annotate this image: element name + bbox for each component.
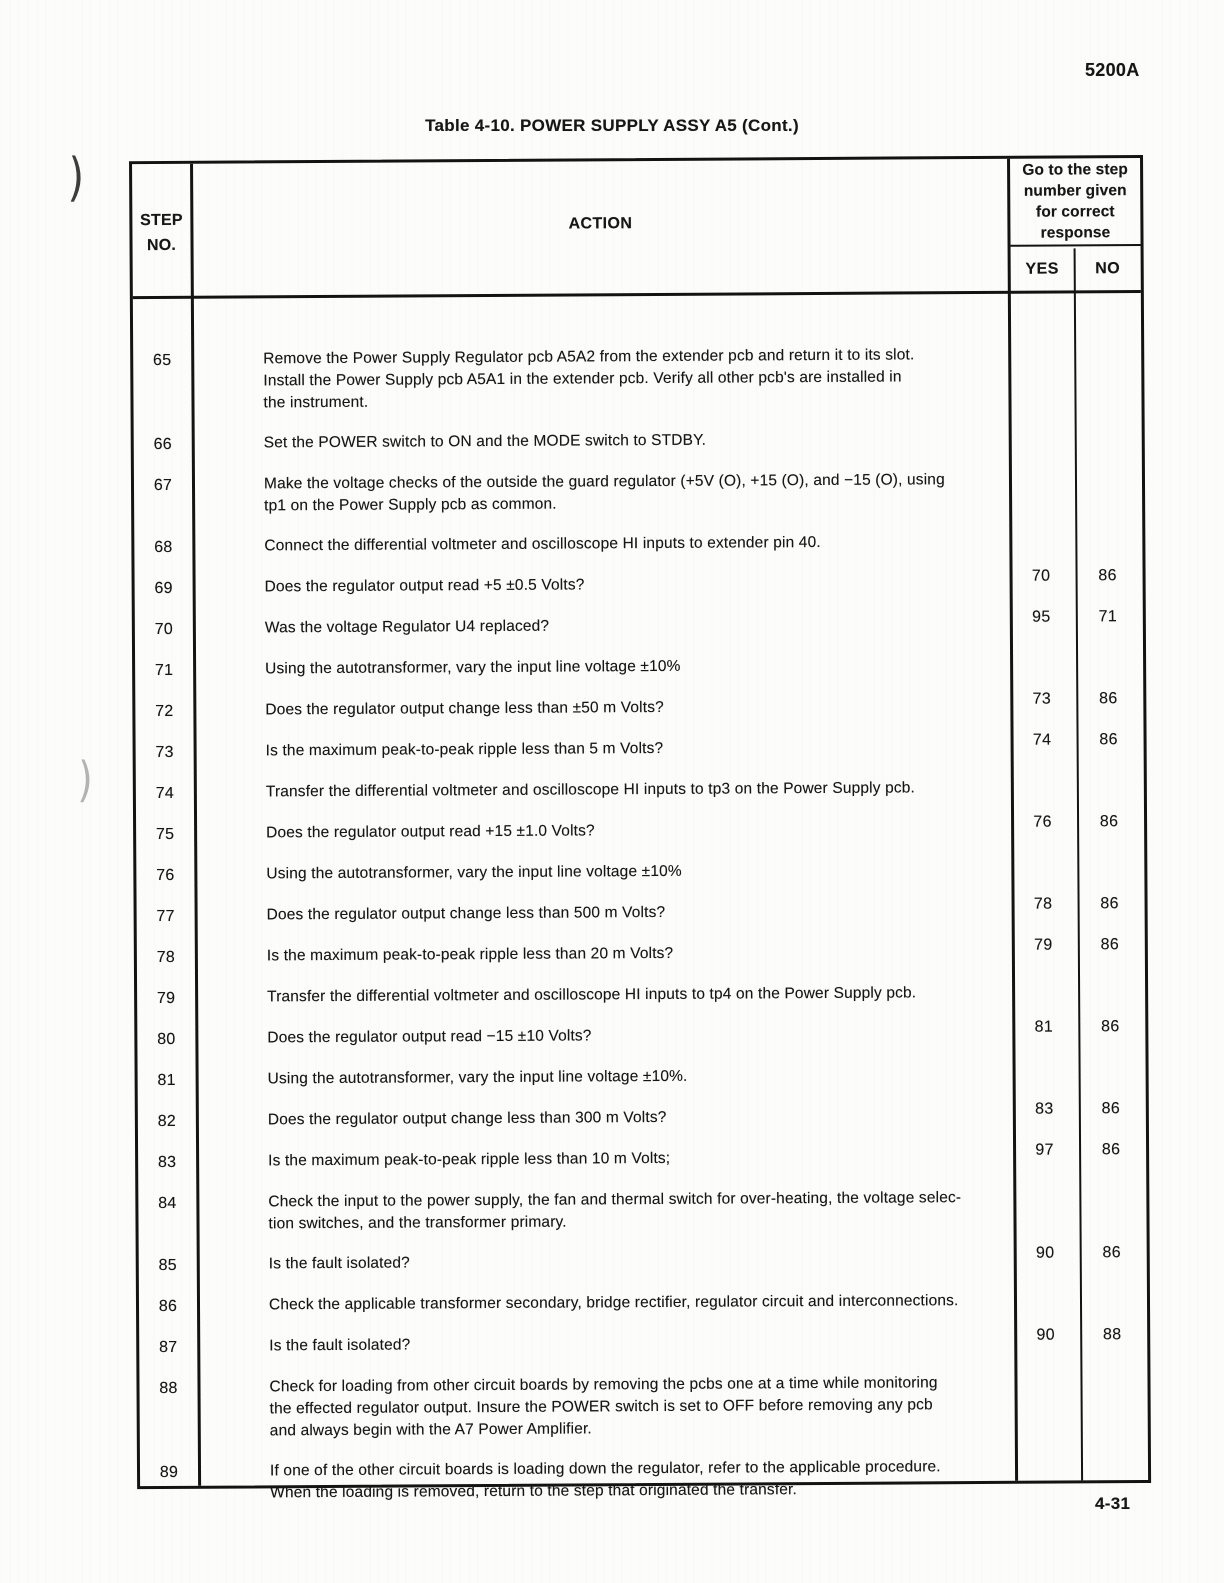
- table-row: [139, 1244, 1147, 1277]
- no-value: 86: [1101, 1100, 1121, 1118]
- table-row: [139, 1371, 1147, 1443]
- no-value: 86: [1099, 690, 1118, 708]
- table-row: [135, 567, 1143, 600]
- step-number: 85: [158, 1256, 178, 1275]
- no-value: 86: [1101, 1018, 1120, 1036]
- action-line: Remove the Power Supply Regulator pcb A5A2 from the extender pcb and return it to its slot.: [263, 346, 915, 368]
- step-number: 69: [154, 579, 173, 598]
- action-line: Check for loading from other circuit boards by removing the pcbs one at a time while monitoring: [269, 1374, 938, 1396]
- step-number: 88: [159, 1379, 178, 1398]
- action-text: [194, 859, 1011, 886]
- step-number: 86: [158, 1297, 178, 1316]
- action-line: Using the autotransformer, vary the input line voltage ±10%.: [267, 1067, 688, 1088]
- response-header-line: number given: [1023, 182, 1127, 200]
- table-row: [136, 731, 1144, 764]
- action-line: the effected regulator output. Insure the POWER switch is set to OFF before removing any pcb: [269, 1396, 933, 1418]
- action-line: Using the autotransformer, vary the input line voltage ±10%: [266, 862, 682, 883]
- step-number: 80: [157, 1030, 176, 1049]
- step-number: 66: [153, 435, 173, 454]
- yes-value: 76: [1033, 813, 1052, 831]
- action-line: Set the POWER switch to ON and the MODE switch to STDBY.: [263, 431, 707, 452]
- troubleshooting-table: [129, 155, 1151, 1502]
- table-row: [135, 690, 1143, 723]
- table-row: [139, 1289, 1147, 1318]
- step-number: 73: [155, 743, 174, 762]
- action-text: [197, 1372, 1014, 1443]
- action-line: the instrument.: [263, 393, 369, 412]
- action-line: Connect the differential voltmeter and oscilloscope HI inputs to extender pin 40.: [264, 533, 821, 555]
- action-text: [193, 572, 1010, 599]
- table-body: [133, 293, 1148, 1502]
- action-line: Transfer the differential voltmeter and oscilloscope HI inputs to tp4 on the Power Supply pcb.: [267, 984, 917, 1006]
- no-value: 86: [1101, 1141, 1121, 1159]
- step-number: 83: [157, 1153, 177, 1172]
- action-text: [195, 900, 1012, 927]
- step-number: 78: [156, 948, 176, 967]
- step-number: 84: [158, 1194, 177, 1213]
- no-value: 88: [1102, 1326, 1122, 1344]
- action-text: [194, 818, 1011, 845]
- yes-value: 78: [1033, 895, 1053, 913]
- step-number: 74: [155, 784, 175, 803]
- action-line: Transfer the differential voltmeter and oscilloscope HI inputs to tp3 on the Power Supply pcb.: [265, 779, 916, 801]
- action-line: If one of the other circuit boards is loading down the regulator, refer to the applicable procedure.: [269, 1458, 941, 1480]
- action-line: Is the fault isolated?: [269, 1336, 411, 1355]
- table-row: [138, 1100, 1146, 1133]
- action-text: [198, 1456, 1015, 1505]
- yes-value: 74: [1032, 731, 1052, 749]
- response-header-text: [1010, 158, 1141, 247]
- step-number: 65: [152, 351, 172, 370]
- table-row: [135, 653, 1143, 682]
- response-header-line: response: [1040, 224, 1111, 242]
- action-line: tion switches, and the transformer primary.: [268, 1213, 567, 1233]
- yes-value: 90: [1035, 1244, 1055, 1262]
- action-text: [195, 1023, 1012, 1050]
- table-row: [137, 936, 1145, 969]
- action-text: [197, 1249, 1014, 1276]
- step-number: 67: [153, 476, 173, 495]
- column-header-yes: YES: [1025, 260, 1059, 278]
- table-row: [134, 530, 1142, 559]
- action-line: Does the regulator output read +5 ±0.5 Volts?: [264, 576, 585, 596]
- action-text: [195, 982, 1012, 1009]
- table-row: [137, 1018, 1145, 1051]
- action-text: [197, 1290, 1014, 1317]
- table-row: [133, 343, 1141, 415]
- table-header: [132, 158, 1141, 299]
- action-text: [196, 1146, 1013, 1173]
- table-row: [138, 1141, 1146, 1174]
- action-line: Does the regulator output change less than 500 m Volts?: [266, 903, 666, 924]
- yes-value: 73: [1032, 690, 1052, 708]
- step-number: 70: [154, 620, 174, 639]
- table-row: [134, 427, 1142, 456]
- action-line: Is the maximum peak-to-peak ripple less than 20 m Volts?: [266, 944, 674, 965]
- table-row: [138, 1186, 1146, 1236]
- action-line: When the loading is removed, return to the step that originated the transfer.: [270, 1481, 797, 1502]
- table-row: [136, 858, 1144, 887]
- step-number: 68: [154, 538, 173, 557]
- action-text: [196, 1187, 1013, 1236]
- table-row: [137, 981, 1145, 1010]
- action-text: [192, 531, 1009, 558]
- action-line: Make the voltage checks of the outside the guard regulator (+5V (O), +15 (O), and −15 (O), using: [263, 471, 945, 493]
- scan-margin-mark: ): [67, 147, 86, 209]
- action-line: Using the autotransformer, vary the input line voltage ±10%: [265, 657, 681, 678]
- response-header-line: for correct: [1035, 203, 1115, 221]
- table-title: Table 4-10. POWER SUPPLY ASSY A5 (Cont.): [425, 116, 799, 135]
- action-line: Does the regulator output read −15 ±10 Volts?: [267, 1027, 592, 1047]
- column-header-no: NO: [1095, 260, 1121, 278]
- action-line: Is the fault isolated?: [268, 1254, 410, 1273]
- yes-value: 97: [1035, 1141, 1054, 1159]
- table-row: [138, 1063, 1146, 1092]
- no-value: 86: [1100, 936, 1120, 954]
- step-header-line: NO.: [146, 236, 177, 255]
- step-number: 82: [157, 1112, 177, 1131]
- table-row: [135, 608, 1143, 641]
- action-line: and always begin with the A7 Power Amplifier.: [269, 1420, 592, 1440]
- table-row: [139, 1326, 1147, 1359]
- action-line: Check the input to the power supply, the fan and thermal switch for over-heating, the voltage selec-: [268, 1189, 962, 1211]
- step-number: 71: [154, 661, 174, 680]
- scan-margin-mark: ): [77, 751, 94, 809]
- table-row: [140, 1455, 1148, 1505]
- action-text: [193, 654, 1010, 681]
- yes-value: 70: [1031, 567, 1051, 585]
- no-value: 86: [1100, 895, 1119, 913]
- table-row: [136, 813, 1144, 846]
- no-value: 86: [1098, 567, 1117, 585]
- action-text: [192, 469, 1009, 518]
- step-number: 79: [156, 989, 176, 1008]
- action-line: tp1 on the Power Supply pcb as common.: [264, 495, 557, 515]
- action-line: Install the Power Supply pcb A5A1 in the extender pcb. Verify all other pcb's are installed in: [263, 368, 902, 390]
- no-value: 86: [1099, 813, 1119, 831]
- step-number: 77: [156, 907, 175, 926]
- action-text: [192, 428, 1009, 455]
- yes-value: 81: [1034, 1018, 1054, 1036]
- step-number: 72: [155, 702, 174, 721]
- step-number: 81: [157, 1071, 176, 1090]
- response-header-line: Go to the step: [1022, 161, 1128, 179]
- step-number: 89: [159, 1463, 179, 1482]
- table-row: [137, 895, 1145, 928]
- action-line: Check the applicable transformer secondary, bridge rectifier, regulator circuit and interconnections.: [268, 1292, 959, 1314]
- no-value: 86: [1102, 1244, 1121, 1262]
- action-text: [194, 777, 1011, 804]
- table-row: [136, 776, 1144, 805]
- action-text: [193, 613, 1010, 640]
- action-text: [196, 1105, 1013, 1132]
- document-number: 5200A: [1085, 60, 1140, 80]
- action-text: [195, 941, 1012, 968]
- table-row: [134, 468, 1142, 518]
- no-value: 86: [1099, 731, 1118, 749]
- action-text: [194, 736, 1011, 763]
- action-text: [197, 1331, 1014, 1358]
- step-number: 75: [155, 825, 175, 844]
- yes-value: 83: [1035, 1100, 1054, 1118]
- action-line: Does the regulator output change less than 300 m Volts?: [267, 1108, 667, 1129]
- yes-value: 79: [1034, 936, 1053, 954]
- step-number: 87: [159, 1338, 178, 1357]
- action-line: Was the voltage Regulator U4 replaced?: [264, 617, 550, 637]
- action-line: Does the regulator output change less than ±50 m Volts?: [265, 698, 664, 719]
- action-line: Is the maximum peak-to-peak ripple less than 10 m Volts;: [268, 1149, 671, 1170]
- action-text: [196, 1064, 1013, 1091]
- action-line: Is the maximum peak-to-peak ripple less than 5 m Volts?: [265, 739, 664, 760]
- no-value: 71: [1098, 608, 1118, 626]
- step-number: 76: [156, 866, 175, 885]
- action-text: [193, 695, 1010, 722]
- yes-value: 95: [1032, 608, 1051, 626]
- step-header-line: STEP: [140, 211, 183, 230]
- action-line: Does the regulator output read +15 ±1.0 Volts?: [266, 822, 595, 842]
- action-text: [191, 344, 1008, 415]
- page-number: 4-31: [1095, 1494, 1131, 1513]
- column-header-action: ACTION: [568, 215, 633, 233]
- yes-value: 90: [1036, 1326, 1055, 1344]
- column-header-step-no: [132, 164, 191, 296]
